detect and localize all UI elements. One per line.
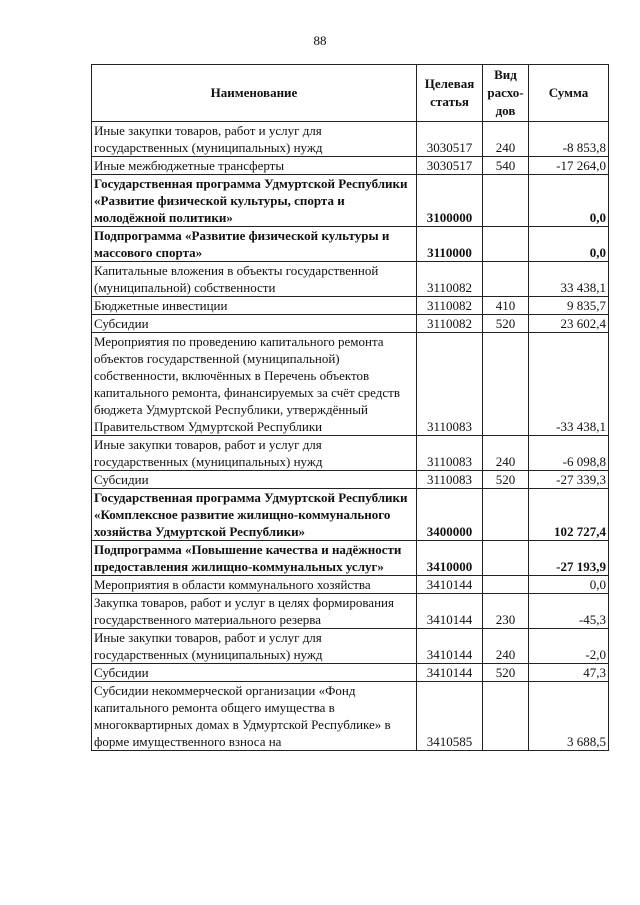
row-sum: -8 853,8 [529,122,609,157]
table-row [92,157,609,175]
page-number: 88 [313,33,327,48]
row-name: Подпрограмма «Развитие физической культуры и массового спорта» [92,227,417,262]
row-sum: 102 727,4 [529,489,609,541]
row-sum: -27 339,3 [529,471,609,489]
row-name: Иные закупки товаров, работ и услуг для государственных (муниципальных) нужд [92,436,417,471]
row-code: 3110083 [417,436,483,471]
row-sum: 0,0 [529,576,609,594]
row-name: Субсидии [92,471,417,489]
row-code: 3030517 [417,157,483,175]
table-row [92,262,609,297]
row-kind [483,262,529,297]
row-sum: 3 688,5 [529,682,609,751]
row-name: Государственная программа Удмуртской Республики «Развитие физической культуры, спорта и молодёжной политики» [92,175,417,227]
row-sum: 33 438,1 [529,262,609,297]
row-name: Подпрограмма «Повышение качества и надёжности предоставления жилищно-коммунальных услуг» [92,541,417,576]
row-kind: 520 [483,471,529,489]
table-row [92,471,609,489]
row-kind: 520 [483,664,529,682]
row-sum: -17 264,0 [529,157,609,175]
table-row [92,297,609,315]
header-name: Наименование [92,65,417,122]
row-code: 3030517 [417,122,483,157]
row-sum: -45,3 [529,594,609,629]
row-name: Субсидии [92,315,417,333]
table-row [92,436,609,471]
row-code: 3110000 [417,227,483,262]
row-code: 3410144 [417,594,483,629]
row-code: 3110083 [417,471,483,489]
row-code: 3110082 [417,315,483,333]
row-kind [483,227,529,262]
budget-table [91,64,609,751]
row-sum: -2,0 [529,629,609,664]
row-kind [483,175,529,227]
row-code: 3410144 [417,629,483,664]
row-name: Иные закупки товаров, работ и услуг для государственных (муниципальных) нужд [92,629,417,664]
row-kind [483,333,529,436]
row-code: 3110082 [417,297,483,315]
row-kind [483,576,529,594]
table-row [92,576,609,594]
table-row [92,122,609,157]
table-body [92,122,609,751]
row-name: Иные межбюджетные трансферты [92,157,417,175]
row-name: Закупка товаров, работ и услуг в целях формирования государственного материального резерва [92,594,417,629]
row-code: 3410144 [417,664,483,682]
row-code: 3400000 [417,489,483,541]
row-name: Бюджетные инвестиции [92,297,417,315]
row-name: Капитальные вложения в объекты государственной (муниципальной) собственности [92,262,417,297]
table-row [92,594,609,629]
table-row [92,664,609,682]
row-kind: 240 [483,629,529,664]
row-kind [483,682,529,751]
row-sum: 0,0 [529,175,609,227]
table-row [92,629,609,664]
table-row [92,489,609,541]
row-sum: 23 602,4 [529,315,609,333]
row-sum: -6 098,8 [529,436,609,471]
row-name: Мероприятия по проведению капитального ремонта объектов государственной (муниципальной) собственности, включённых в Перечень объектов капитального ремонта, финансируемых за счёт средств бюджета Удмуртской Республики, утверждённый Правительством Удмуртской Республики [92,333,417,436]
table-header-row [92,65,609,122]
row-kind [483,541,529,576]
row-name: Субсидии некоммерческой организации «Фонд капитального ремонта общего имущества в многоквартирных домах в Удмуртской Республике» в форме имущественного взноса на [92,682,417,751]
header-kind: Вид расхо-дов [483,65,529,122]
table-row [92,541,609,576]
row-code: 3100000 [417,175,483,227]
row-kind [483,489,529,541]
row-code: 3110083 [417,333,483,436]
row-kind: 240 [483,436,529,471]
row-kind: 230 [483,594,529,629]
row-name: Иные закупки товаров, работ и услуг для государственных (муниципальных) нужд [92,122,417,157]
table-row [92,227,609,262]
row-kind: 410 [483,297,529,315]
row-name: Мероприятия в области коммунального хозяйства [92,576,417,594]
row-code: 3410000 [417,541,483,576]
header-sum: Сумма [529,65,609,122]
row-sum: -33 438,1 [529,333,609,436]
row-kind: 540 [483,157,529,175]
row-sum: 47,3 [529,664,609,682]
row-name: Государственная программа Удмуртской Республики «Комплексное развитие жилищно-коммунального хозяйства Удмуртской Республики» [92,489,417,541]
row-code: 3410585 [417,682,483,751]
header-code: Целевая статья [417,65,483,122]
row-kind: 520 [483,315,529,333]
row-code: 3110082 [417,262,483,297]
table-row [92,333,609,436]
row-name: Субсидии [92,664,417,682]
table-row [92,175,609,227]
row-sum: 9 835,7 [529,297,609,315]
table-row [92,315,609,333]
row-kind: 240 [483,122,529,157]
row-code: 3410144 [417,576,483,594]
row-sum: 0,0 [529,227,609,262]
row-sum: -27 193,9 [529,541,609,576]
table-row [92,682,609,751]
